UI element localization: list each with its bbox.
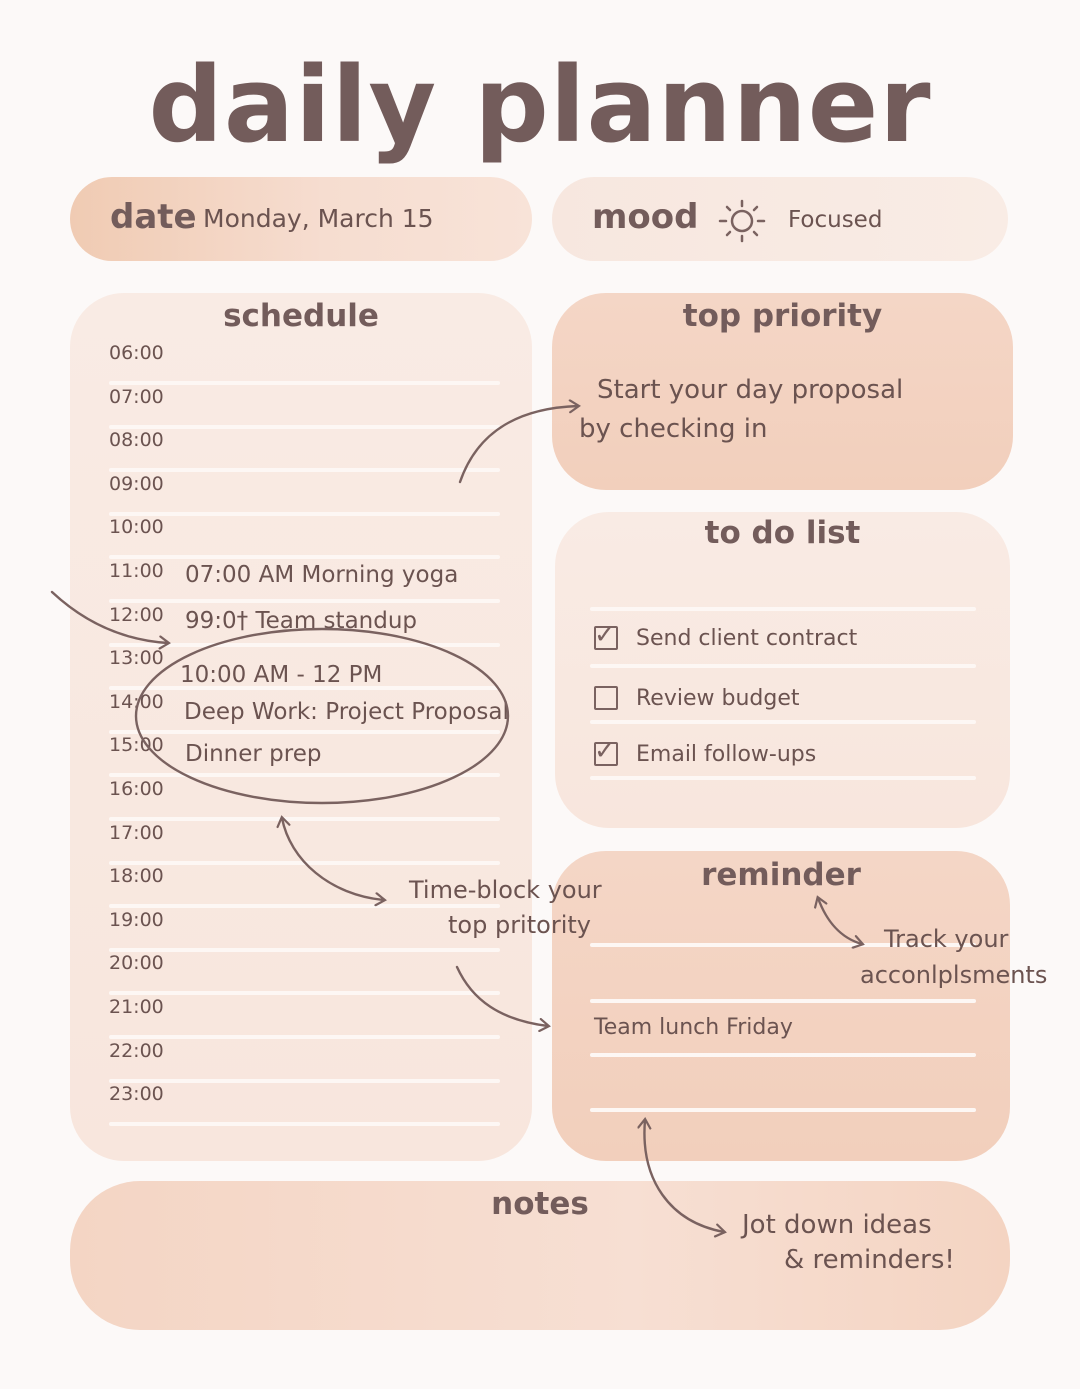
schedule-heading: schedule xyxy=(223,298,379,334)
schedule-hour-label: 08:00 xyxy=(109,429,164,452)
reminder-item[interactable]: Team lunch Friday xyxy=(594,1015,793,1040)
mood-value[interactable]: Focused xyxy=(788,207,883,233)
schedule-hour-label: 17:00 xyxy=(109,821,164,844)
checkbox-checked[interactable] xyxy=(594,620,618,650)
schedule-row-line[interactable] xyxy=(109,1035,500,1039)
schedule-row-line[interactable] xyxy=(109,555,500,559)
date-value[interactable]: Monday, March 15 xyxy=(203,204,434,233)
schedule-hour-label: 22:00 xyxy=(109,1039,164,1062)
schedule-hour-label: 10:00 xyxy=(109,516,164,539)
annotation-jot-1: Jot down ideas xyxy=(742,1210,932,1240)
reminder-card xyxy=(552,851,1010,1161)
checkbox-unchecked[interactable] xyxy=(594,686,618,710)
todo-line xyxy=(590,776,976,780)
schedule-row-line[interactable] xyxy=(109,817,500,821)
schedule-event[interactable]: 07:00 AM Morning yoga xyxy=(185,562,459,588)
schedule-card xyxy=(70,293,532,1161)
schedule-hour-label: 20:00 xyxy=(109,952,164,975)
schedule-hour-label: 21:00 xyxy=(109,996,164,1018)
schedule-row-line[interactable] xyxy=(109,599,500,603)
schedule-row-line[interactable] xyxy=(109,948,500,952)
schedule-hour-label: 13:00 xyxy=(109,647,164,670)
schedule-hour-label: 11:00 xyxy=(109,560,164,582)
todo-card xyxy=(555,512,1010,828)
todo-line xyxy=(590,720,976,724)
schedule-row-line[interactable] xyxy=(109,1122,500,1126)
annotation-track-1: Track your xyxy=(884,925,1009,953)
reminder-heading: reminder xyxy=(701,857,861,893)
schedule-row-line[interactable] xyxy=(109,512,500,516)
schedule-event[interactable]: 10:00 AM - 12 PM xyxy=(180,662,383,688)
annotation-time-block-2: top pritority xyxy=(448,911,591,939)
schedule-row-line[interactable] xyxy=(109,861,500,865)
schedule-row-line[interactable] xyxy=(109,730,500,734)
notes-heading: notes xyxy=(491,1186,589,1222)
reminder-line xyxy=(590,1108,976,1112)
reminder-line xyxy=(590,1053,976,1057)
sun-icon xyxy=(716,198,768,244)
todo-item-label: Email follow-ups xyxy=(636,741,817,767)
reminder-line xyxy=(590,999,976,1003)
date-label: date xyxy=(110,197,197,237)
schedule-hour-label: 06:00 xyxy=(109,342,164,364)
checkbox-checked[interactable] xyxy=(594,736,618,766)
schedule-hour-label: 19:00 xyxy=(109,908,164,931)
todo-item[interactable] xyxy=(594,620,858,653)
annotation-track-2: acconlplsments xyxy=(860,961,1048,989)
schedule-hour-label: 09:00 xyxy=(109,472,164,495)
todo-item-label: Review budget xyxy=(636,685,800,711)
schedule-event[interactable]: 99:0† Team standup xyxy=(185,608,418,634)
annotation-time-block-1: Time-block your xyxy=(409,876,602,904)
checkmark-icon: ✓ xyxy=(594,620,616,650)
schedule-event[interactable]: Dinner prep xyxy=(185,741,322,767)
schedule-hour-label: 15:00 xyxy=(109,734,164,757)
schedule-hour-label: 18:00 xyxy=(109,865,164,888)
schedule-row-line[interactable] xyxy=(109,643,500,647)
checkmark-icon: ✓ xyxy=(594,736,616,766)
schedule-hour-label: 12:00 xyxy=(109,603,164,626)
top-priority-line-2[interactable]: by checking in xyxy=(579,414,768,444)
todo-item[interactable] xyxy=(594,736,817,769)
schedule-hour-label: 14:00 xyxy=(109,690,164,713)
schedule-row-line[interactable] xyxy=(109,1079,500,1083)
page-title: daily planner xyxy=(148,44,932,166)
schedule-row-line[interactable] xyxy=(109,381,500,385)
schedule-row-line[interactable] xyxy=(109,773,500,777)
annotation-jot-2: & reminders! xyxy=(784,1245,955,1275)
todo-line xyxy=(590,607,976,611)
schedule-hour-label: 23:00 xyxy=(109,1083,164,1106)
todo-heading: to do list xyxy=(704,515,861,551)
top-priority-line-1[interactable]: Start your day proposal xyxy=(597,375,904,405)
schedule-row-line[interactable] xyxy=(109,425,500,429)
todo-line xyxy=(590,664,976,668)
top-priority-heading: top priority xyxy=(682,298,883,334)
todo-item[interactable] xyxy=(594,683,800,713)
schedule-row-line[interactable] xyxy=(109,468,500,472)
schedule-row-line[interactable] xyxy=(109,904,500,908)
schedule-row-line[interactable] xyxy=(109,991,500,995)
schedule-hour-label: 16:00 xyxy=(109,778,164,800)
mood-label: mood xyxy=(592,197,699,237)
schedule-hour-label: 07:00 xyxy=(109,385,164,408)
todo-item-label: Send client contract xyxy=(636,625,858,651)
schedule-event[interactable]: Deep Work: Project Proposal xyxy=(184,699,509,725)
